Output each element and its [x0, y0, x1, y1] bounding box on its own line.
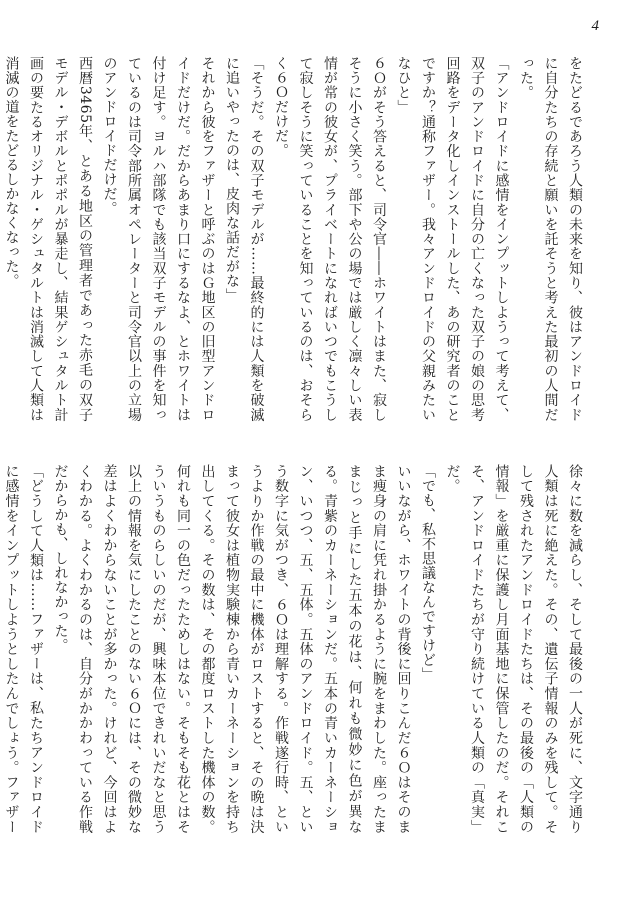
page-number: 4	[591, 18, 599, 34]
lower-paragraph-1: 徐々に数を減らし、そして最後の一人が死に、文字通り人類は死に絶えた。その、遺伝子情報のみを残して。そして残されたアンドロイドたちは、その最後の「人類の情報」を厳重に保護し月面基地に保管したのだ。それこそ、アンドロイドたちが守り続けている人類の「真実」だ。	[444, 464, 583, 834]
upper-paragraph-2: 「アンドロイドに感情をインプットしようって考えて、双子のアンドロイドに自分の亡くなった双子の娘の思考回路をデータ化しインストールした、あの研究者のことですか？通称ファザー。我々アンドロイドの父親みたいなひと」	[395, 56, 510, 423]
lower-paragraph-4: 「どうして人類は……ファザーは、私たちアンドロイドに感情をインプットしようとしたんでしょう。ファザー	[3, 464, 44, 834]
upper-paragraph-3: ６Ｏがそう答えると、司令官――ホワイトはまた、寂しそうに小さく笑う。部下や公の場では厳しく凛々しい表情が常の彼女が、プライベートになればいつでもこうして寂しそうに笑っていることを知っているのは、おそらく６Ｏだけだ。	[273, 56, 387, 422]
lower-paragraph-2: 「でも、私不思議なんですけど」	[420, 464, 436, 682]
lower-paragraph-3: いいながら、ホワイトの背後に回りこんだ６Ｏはそのまま痩身の肩に凭れ掛かるように腕をまわした。座ったままじっと手にした五本の花は、何れも微妙に色が異なる。青紫のカーネーションだ。五本の青いカーネーション、いつつ、五、五体。五体のアンドロイド。五、という数字に気がつき、６Ｏは理解する。作戦遂行時、というよりか作戦の最中に機体がロストすると、その晩は決まって彼女は植物実験棟から青いカーネーションを持ち出してくる。その数は、その都度ロストした機体の数。何れも同一の色だったためしはない。そもそも花とはそういうものらしいのだが、興味本位できれいだなと思う以上の情報を気にしたことのない６Ｏには、その微妙な差はよくわからないことが多かった。けれど、今回はよくわかる。よくわかるのは、自分がかかわっている作戦だからかも、しれなかった。	[52, 464, 412, 834]
upper-paragraph-5: それから彼をファザーと呼ぶのはＧ地区の旧型アンドロイドだけだ。だからあまり口にするなよ、とホワイトは付け足す。ヨルハ部隊でも該当双子モデルの事件を知っているのは司令部所属オペレーターと司令官以上の立場のアンドロイドだけだ。	[101, 56, 216, 422]
upper-paragraph-4: 「そうだ。その双子モデルが……最終的には人類を破滅に追いやったのは、皮肉な話だがな」	[224, 56, 265, 422]
upper-paragraph-6: 西暦3465年、とある地区の管理者であった赤毛の双子モデル・デボルとポポルが暴走し、結果ゲシュタルト計画の要たるオリジナル・ゲシュタルトは消滅して人類は消滅の道をたどるしかなくなった。	[3, 56, 93, 422]
upper-text-block	[3, 56, 587, 423]
upper-paragraph-1: をたどるであろう人類の未来を知り、彼はアンドロイドに自分たちの存続と願いを託そうと考えた最初の人間だった。	[518, 56, 583, 423]
lower-text-block	[3, 464, 587, 834]
